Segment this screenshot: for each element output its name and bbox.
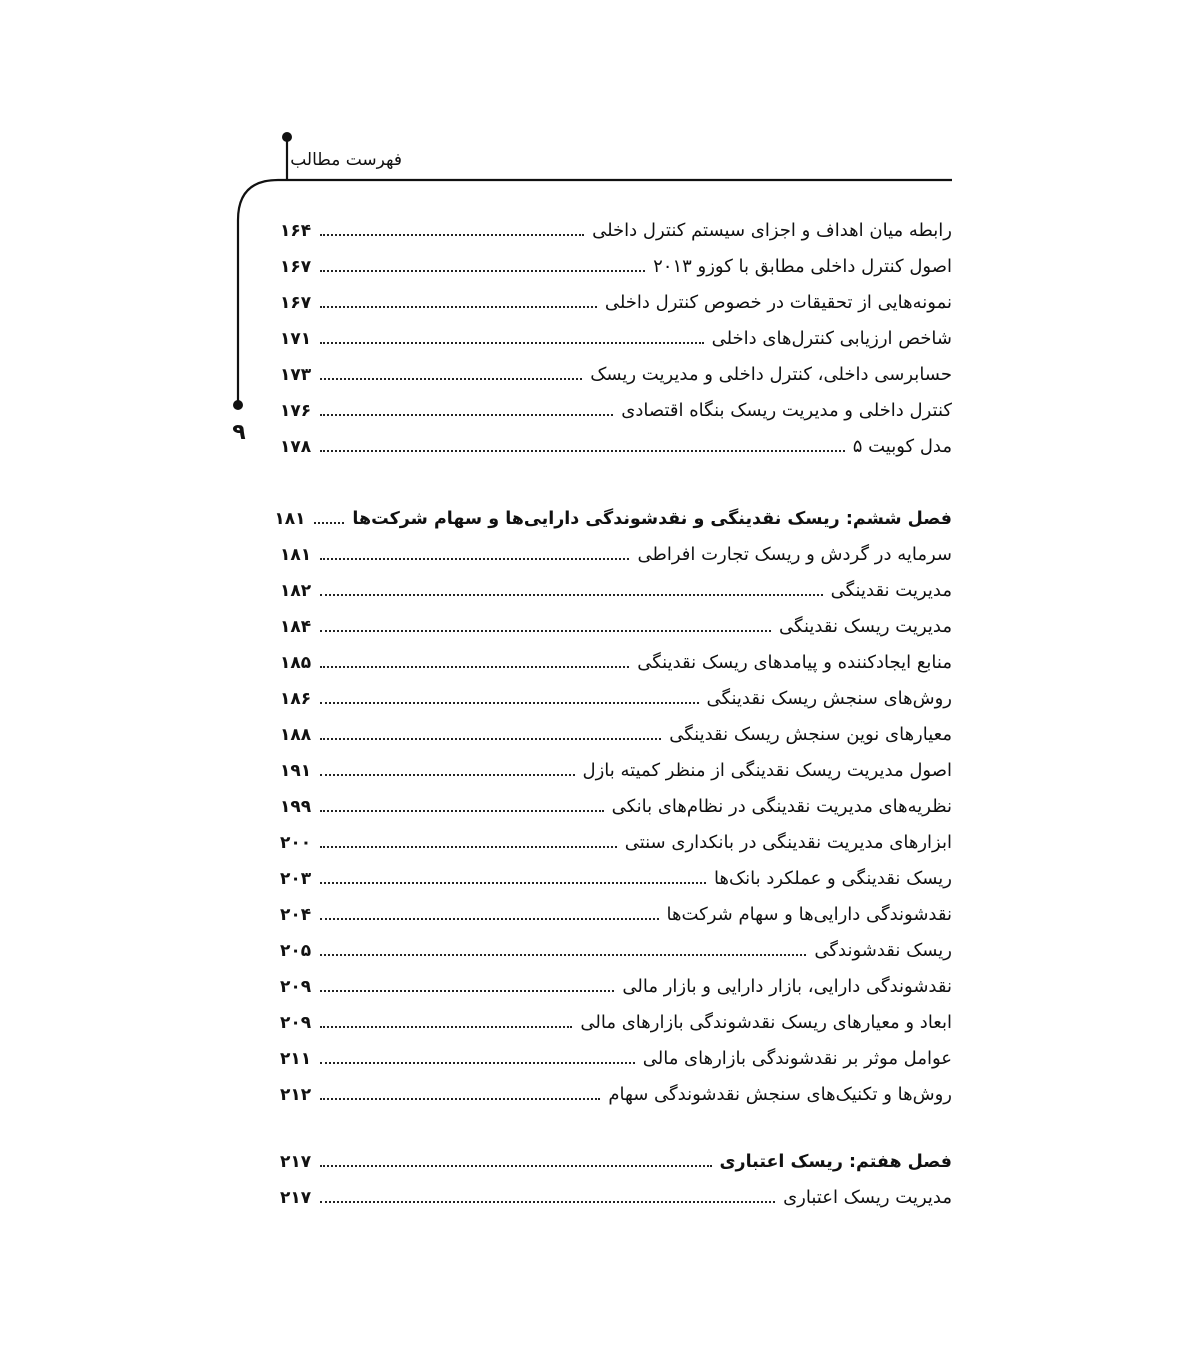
toc-entry-page: ۲۰۳ (280, 869, 312, 889)
toc-entry-title: فصل هفتم: ریسک اعتباری (719, 1152, 952, 1172)
toc-leader-dots (320, 1026, 572, 1028)
toc-entry-title: مدیریت ریسک اعتباری (783, 1187, 952, 1208)
toc-leader-dots (320, 1165, 712, 1167)
toc-entry-title: اصول مدیریت ریسک نقدینگی از منظر کمیته بازل (582, 760, 952, 781)
toc-entry[interactable] (280, 212, 952, 248)
frame-top-dot (282, 132, 292, 142)
toc-entry[interactable] (280, 1179, 952, 1215)
toc-leader-dots (320, 810, 604, 812)
toc-entry-page: ۲۰۵ (280, 941, 312, 961)
toc-entry-page: ۱۹۹ (280, 797, 312, 817)
toc-leader-dots (320, 702, 699, 704)
toc-leader-dots (320, 1062, 635, 1064)
toc-leader-dots (320, 378, 582, 380)
toc-entry-page: ۲۰۴ (280, 905, 312, 925)
toc-leader-dots (320, 666, 629, 668)
toc-leader-dots (320, 558, 629, 560)
toc-entry[interactable] (280, 824, 952, 860)
toc-entry-title: ریسک نقدشوندگی (814, 940, 952, 961)
toc-entry-page: ۲۰۹ (280, 977, 312, 997)
toc-leader-dots (320, 846, 617, 848)
toc-entry-title: ابزارهای مدیریت نقدینگی در بانکداری سنتی (624, 832, 952, 853)
toc-entry-page: ۱۷۳ (280, 365, 312, 385)
toc-entry-title: شاخص ارزیابی کنترل‌های داخلی (711, 328, 952, 349)
toc-entry-title: سرمایه در گردش و ریسک تجارت افراطی (637, 544, 952, 565)
toc-entry-page: ۱۷۱ (280, 329, 312, 349)
toc-entry[interactable] (280, 860, 952, 896)
toc-entry-title: اصول کنترل داخلی مطابق با کوزو ۲۰۱۳ (653, 256, 952, 277)
toc-entry[interactable] (280, 284, 952, 320)
toc-entry-page: ۲۰۰ (280, 833, 312, 853)
toc-entry-title: رابطه میان اهداف و اجزای سیستم کنترل داخلی (592, 220, 952, 241)
toc-leader-dots (320, 738, 661, 740)
toc-leader-dots (320, 234, 584, 236)
toc-entry[interactable] (280, 1040, 952, 1076)
toc-entry[interactable] (280, 428, 952, 464)
toc-chapter-heading[interactable] (280, 1143, 952, 1179)
toc-entry[interactable] (280, 932, 952, 968)
toc-entry-page: ۱۸۶ (280, 689, 312, 709)
toc-leader-dots (320, 1098, 600, 1100)
toc-entry-page: ۱۸۸ (280, 725, 312, 745)
toc-entry-title: ریسک نقدینگی و عملکرد بانک‌ها (714, 868, 952, 889)
frame-bottom-dot (233, 400, 243, 410)
toc-entry-title: عوامل موثر بر نقدشوندگی بازارهای مالی (642, 1048, 952, 1069)
toc-leader-dots (320, 594, 823, 596)
toc-leader-dots (314, 522, 344, 524)
toc-entry[interactable] (280, 320, 952, 356)
toc-entry-page: ۲۱۷ (280, 1188, 312, 1208)
toc-entry-title: معیارهای نوین سنجش ریسک نقدینگی (669, 724, 952, 745)
toc-entry[interactable] (280, 1004, 952, 1040)
running-header-title: فهرست مطالب (290, 150, 402, 170)
toc-entry-title: کنترل داخلی و مدیریت ریسک بنگاه اقتصادی (621, 400, 952, 421)
toc-entry-page: ۱۷۶ (280, 401, 312, 421)
toc-entry-page: ۱۸۱ (274, 509, 306, 529)
toc-entry-page: ۱۸۲ (280, 581, 312, 601)
toc-entry-page: ۲۰۹ (280, 1013, 312, 1033)
toc-entry-page: ۱۸۴ (280, 617, 312, 637)
toc-leader-dots (320, 954, 806, 956)
toc-entry-page: ۱۸۵ (280, 653, 312, 673)
toc-entry[interactable] (280, 680, 952, 716)
toc-entry-title: روش‌های سنجش ریسک نقدینگی (706, 688, 952, 709)
toc-section-1 (280, 212, 952, 464)
page-number: ۹ (232, 420, 246, 445)
toc-entry-title: نقدشوندگی دارایی، بازار دارایی و بازار مالی (622, 976, 952, 997)
toc-entry-title: منابع ایجادکننده و پیامدهای ریسک نقدینگی (637, 652, 952, 673)
toc-entry-page: ۱۷۸ (280, 437, 312, 457)
toc-entry[interactable] (280, 896, 952, 932)
toc-leader-dots (320, 882, 706, 884)
toc-leader-dots (320, 774, 575, 776)
toc-entry-title: روش‌ها و تکنیک‌های سنجش نقدشوندگی سهام (608, 1084, 952, 1105)
toc-entry[interactable] (280, 644, 952, 680)
toc-chapter-heading[interactable] (274, 500, 952, 536)
toc-entry[interactable] (280, 536, 952, 572)
toc-entry-page: ۲۱۱ (280, 1049, 312, 1069)
toc-entry[interactable] (280, 356, 952, 392)
toc-entry-page: ۲۱۷ (280, 1152, 312, 1172)
toc-entry[interactable] (280, 752, 952, 788)
toc-entry[interactable] (280, 608, 952, 644)
toc-entry-page: ۱۶۷ (280, 257, 312, 277)
toc-leader-dots (320, 342, 704, 344)
toc-entry-title: نظریه‌های مدیریت نقدینگی در نظام‌های بانکی (611, 796, 952, 817)
toc-entry-page: ۱۶۴ (280, 221, 312, 241)
toc-entry-title: فصل ششم: ریسک نقدینگی و نقدشوندگی دارایی‌ها و سهام شرکت‌ها (352, 509, 952, 529)
toc-leader-dots (320, 414, 613, 416)
toc-entry-title: حسابرسی داخلی، کنترل داخلی و مدیریت ریسک (590, 364, 952, 385)
toc-leader-dots (320, 306, 597, 308)
toc-entry[interactable] (280, 968, 952, 1004)
toc-entry-page: ۱۹۱ (280, 761, 312, 781)
toc-entry[interactable] (280, 572, 952, 608)
toc-entry[interactable] (280, 788, 952, 824)
toc-leader-dots (320, 990, 614, 992)
toc-entry-title: مدیریت ریسک نقدینگی (779, 616, 952, 637)
toc-leader-dots (320, 450, 845, 452)
toc-entry-title: مدیریت نقدینگی (830, 580, 952, 601)
toc-entry[interactable] (280, 392, 952, 428)
toc-leader-dots (320, 1201, 775, 1203)
toc-entry-title: نقدشوندگی دارایی‌ها و سهام شرکت‌ها (666, 904, 952, 925)
toc-entry-page: ۲۱۲ (280, 1085, 312, 1105)
toc-entry[interactable] (280, 716, 952, 752)
toc-leader-dots (320, 630, 771, 632)
toc-leader-dots (320, 918, 659, 920)
toc-leader-dots (320, 270, 645, 272)
toc-entry-title: مدل کوبیت ۵ (852, 436, 952, 457)
toc-entry-title: ابعاد و معیارهای ریسک نقدشوندگی بازارهای مالی (580, 1012, 952, 1033)
toc-entry[interactable] (280, 248, 952, 284)
toc-entry-page: ۱۶۷ (280, 293, 312, 313)
toc-entry[interactable] (280, 1076, 952, 1112)
toc-entry-page: ۱۸۱ (280, 545, 312, 565)
toc-entry-title: نمونه‌هایی از تحقیقات در خصوص کنترل داخلی (604, 292, 952, 313)
toc-section-chapter-7 (280, 1143, 952, 1215)
toc-section-chapter-6 (274, 500, 952, 1112)
